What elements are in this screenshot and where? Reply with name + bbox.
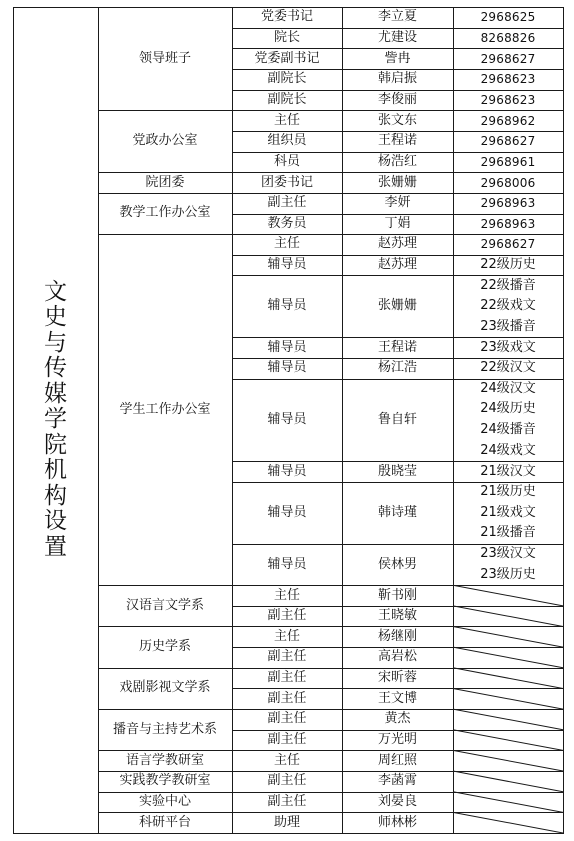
department-name-cell: 学生工作办公室 — [119, 401, 211, 417]
title-char: 设 — [44, 508, 67, 535]
person-cell: 韩诗瑾 — [377, 504, 417, 520]
person-cell: 刘晏良 — [377, 794, 417, 809]
position-cell: 副主任 — [267, 649, 307, 665]
position-cell: 主任 — [273, 236, 300, 252]
person-cell: 尤建设 — [377, 29, 417, 45]
position-cell: 辅导员 — [267, 298, 307, 314]
phone-cell: 2968961 — [480, 154, 536, 169]
position-cell: 副主任 — [267, 195, 307, 211]
class-list-cell — [453, 482, 563, 544]
person-cell: 李立夏 — [377, 9, 417, 25]
title-char: 学 — [44, 406, 67, 433]
person-cell: 杨浩红 — [377, 153, 417, 169]
position-cell: 副主任 — [267, 670, 307, 686]
person-cell: 靳书刚 — [377, 587, 417, 603]
person-cell: 訾冉 — [384, 50, 411, 66]
department-name-cell: 院团委 — [145, 174, 185, 190]
person-cell: 赵苏理 — [377, 257, 417, 273]
person-cell: 王文博 — [377, 690, 417, 706]
title-char: 史 — [44, 304, 67, 331]
column-border-0 — [13, 7, 14, 834]
position-cell: 副院长 — [267, 71, 307, 87]
position-cell: 辅导员 — [267, 504, 307, 520]
class-cell: 23级戏文 — [480, 339, 536, 355]
position-cell: 辅导员 — [267, 360, 307, 376]
class-cell: 22级汉文 — [480, 360, 536, 376]
class-item: 24级汉文 — [480, 380, 536, 396]
empty-cell-diagonal — [453, 730, 563, 751]
position-cell: 团委书记 — [260, 174, 313, 190]
phone-cell: 2968623 — [480, 72, 536, 87]
empty-cell-diagonal — [453, 750, 563, 771]
department-name-cell: 教学工作办公室 — [119, 205, 211, 221]
empty-cell-diagonal — [453, 709, 563, 730]
person-cell: 杨江浩 — [377, 360, 417, 376]
person-cell: 张姗姗 — [377, 174, 417, 190]
person-cell: 王晓敏 — [377, 608, 417, 624]
class-cell: 22级历史 — [480, 257, 536, 273]
person-cell: 韩启振 — [377, 71, 417, 87]
empty-cell-diagonal — [453, 771, 563, 792]
person-cell: 宋昕蓉 — [377, 670, 417, 686]
title-char: 置 — [44, 533, 67, 560]
department-name-cell: 科研平台 — [138, 814, 191, 830]
person-cell: 黄杰 — [384, 711, 411, 727]
position-cell: 院长 — [273, 29, 300, 45]
empty-cell-diagonal — [453, 668, 563, 689]
department-name-cell: 实验中心 — [138, 794, 191, 809]
department-name-cell: 领导班子 — [138, 50, 191, 66]
table-bottom-border — [13, 833, 564, 834]
class-item: 24级播音 — [480, 421, 536, 437]
class-item: 21级戏文 — [480, 504, 536, 520]
position-cell: 辅导员 — [267, 339, 307, 355]
empty-cell-diagonal — [453, 647, 563, 668]
class-list-cell — [453, 275, 563, 337]
empty-cell-diagonal — [453, 627, 563, 648]
phone-cell: 2968625 — [480, 10, 536, 25]
department-name-cell: 党政办公室 — [132, 133, 198, 149]
person-cell: 杨继刚 — [377, 628, 417, 644]
empty-cell-diagonal — [453, 812, 563, 833]
position-cell: 辅导员 — [267, 257, 307, 273]
position-cell: 党委副书记 — [254, 50, 320, 66]
person-cell: 侯林男 — [377, 556, 417, 572]
title-char: 与 — [44, 329, 67, 356]
position-cell: 副主任 — [267, 773, 307, 789]
phone-cell: 2968963 — [480, 216, 536, 231]
phone-cell: 2968627 — [480, 51, 536, 66]
phone-cell: 2968963 — [480, 196, 536, 211]
title-char: 构 — [44, 482, 67, 509]
position-cell: 主任 — [273, 752, 300, 768]
department-name-cell: 戏剧影视文学系 — [119, 680, 211, 696]
position-cell: 助理 — [273, 814, 300, 830]
position-cell: 党委书记 — [260, 9, 313, 25]
person-cell: 万光明 — [377, 732, 417, 748]
title-char: 传 — [44, 355, 67, 382]
person-cell: 王程诺 — [377, 133, 417, 149]
position-cell: 辅导员 — [267, 411, 307, 427]
class-item: 21级历史 — [480, 484, 536, 500]
title-char: 文 — [44, 278, 67, 305]
person-cell: 李菡霄 — [377, 773, 417, 789]
department-name-cell: 语言学教研室 — [125, 752, 204, 768]
class-item: 23级历史 — [480, 566, 536, 582]
title-char: 院 — [44, 431, 67, 458]
empty-cell-diagonal — [453, 688, 563, 709]
title-char: 媒 — [44, 380, 67, 407]
person-cell: 丁娟 — [384, 215, 411, 231]
person-cell: 张姗姗 — [377, 298, 417, 314]
class-cell: 21级汉文 — [480, 463, 536, 479]
position-cell: 副主任 — [267, 608, 307, 624]
class-item: 24级戏文 — [480, 442, 536, 458]
phone-cell: 2968627 — [480, 237, 536, 252]
department-name-cell: 历史学系 — [138, 639, 191, 655]
department-name-cell: 汉语言文学系 — [125, 597, 204, 613]
class-list-cell — [453, 544, 563, 585]
position-cell: 组织员 — [267, 133, 307, 149]
class-item: 23级播音 — [480, 318, 536, 334]
person-cell: 赵苏理 — [377, 236, 417, 252]
class-item: 22级播音 — [480, 277, 536, 293]
class-item: 24级历史 — [480, 401, 536, 417]
position-cell: 主任 — [273, 587, 300, 603]
department-name-cell: 播音与主持艺术系 — [112, 721, 217, 737]
person-cell: 鲁自轩 — [377, 411, 417, 427]
position-cell: 副主任 — [267, 794, 307, 809]
position-cell: 科员 — [273, 153, 300, 169]
position-cell: 副主任 — [267, 690, 307, 706]
phone-cell: 2968006 — [480, 175, 536, 190]
empty-cell-diagonal — [453, 606, 563, 627]
person-cell: 殷晓莹 — [377, 463, 417, 479]
class-item: 21级播音 — [480, 525, 536, 541]
class-item: 23级汉文 — [480, 545, 536, 561]
class-item: 22级戏文 — [480, 298, 536, 314]
person-cell: 李俊丽 — [377, 91, 417, 107]
person-cell: 师林彬 — [377, 814, 417, 830]
person-cell: 张文东 — [377, 112, 417, 128]
phone-cell: 2968623 — [480, 92, 536, 107]
phone-cell: 2968962 — [480, 113, 536, 128]
phone-cell: 2968627 — [480, 134, 536, 149]
phone-cell: 8268826 — [480, 30, 536, 45]
position-cell: 辅导员 — [267, 463, 307, 479]
position-cell: 主任 — [273, 112, 300, 128]
person-cell: 李妍 — [384, 195, 411, 211]
position-cell: 教务员 — [267, 215, 307, 231]
position-cell: 辅导员 — [267, 556, 307, 572]
person-cell: 高岩松 — [377, 649, 417, 665]
empty-cell-diagonal — [453, 792, 563, 813]
empty-cell-diagonal — [453, 585, 563, 606]
title-char: 机 — [44, 457, 67, 484]
position-cell: 副主任 — [267, 732, 307, 748]
person-cell: 王程诺 — [377, 339, 417, 355]
position-cell: 副院长 — [267, 91, 307, 107]
position-cell: 副主任 — [267, 711, 307, 727]
position-cell: 主任 — [273, 628, 300, 644]
class-list-cell — [453, 379, 563, 462]
person-cell: 周红照 — [377, 752, 417, 768]
column-border-5 — [563, 7, 564, 834]
department-name-cell: 实践教学教研室 — [119, 773, 211, 789]
